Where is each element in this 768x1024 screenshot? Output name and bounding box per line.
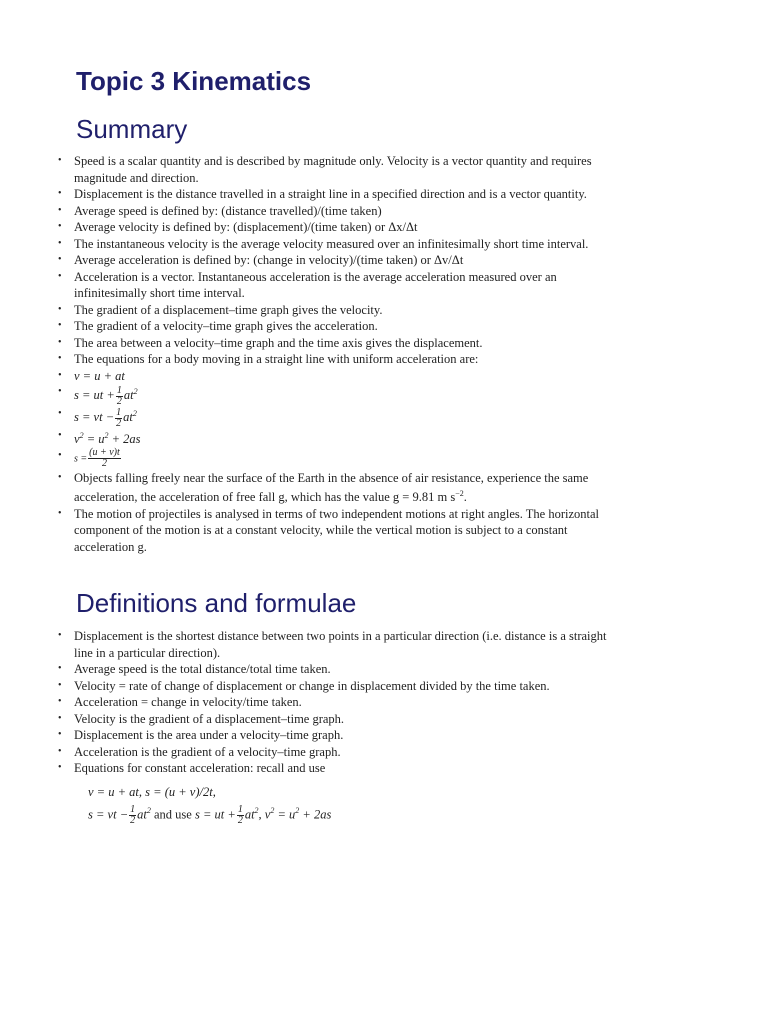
summary-list bbox=[58, 153, 698, 555]
equation-line: s = vt − $\frac{1}{2}$ $at^2$ and use s = ut + $\frac{1}{2}$ $at^2$, $v^2 = u^2 + 2as$ bbox=[88, 804, 332, 826]
list-item: • The instantaneous velocity is the average velocity measured over an infinitesimally short time interval. bbox=[58, 236, 589, 251]
fraction: $\frac{1}{2}$ bbox=[237, 804, 243, 826]
equation-item: • s = ut + $\frac{1}{2}$ $at^2$ bbox=[58, 384, 138, 407]
fraction: $\frac{1}{2}$ bbox=[116, 406, 122, 429]
list-item: • Average velocity is defined by: (displacement)/(time taken) or Δx/Δt bbox=[58, 220, 418, 234]
list-item: • Acceleration = change in velocity/time taken. bbox=[58, 695, 302, 709]
list-item-continuation: magnitude and direction. bbox=[74, 170, 199, 185]
list-item: • The motion of projectiles is analysed in terms of two independent motions at right angles. The horizontal bbox=[58, 506, 599, 521]
list-item: • Displacement is the area under a velocity–time graph. bbox=[58, 728, 344, 742]
list-item: • Acceleration is the gradient of a velocity–time graph. bbox=[58, 744, 341, 759]
list-item: • Average speed is the total distance/total time taken. bbox=[58, 662, 331, 676]
list-item: • Average speed is defined by: (distance travelled)/(time taken) bbox=[58, 203, 382, 218]
list-item: • Displacement is the shortest distance between two points in a particular direction (i.e. distance is a straight bbox=[58, 629, 607, 643]
summary-heading: Summary bbox=[76, 114, 188, 144]
list-item: • The gradient of a displacement–time graph gives the velocity. bbox=[58, 302, 383, 317]
fraction: $\frac{(u + v)t}{2}$ bbox=[89, 446, 120, 469]
list-item-continuation: infinitesimally short time interval. bbox=[74, 286, 245, 300]
list-item: • Speed is a scalar quantity and is described by magnitude only. Velocity is a vector quantity and requires bbox=[58, 154, 592, 168]
list-item-continuation: component of the motion is at a constant velocity, while the vertical motion is subject to a constant bbox=[74, 523, 568, 538]
list-item: • Acceleration is a vector. Instantaneous acceleration is the average acceleration measured over an bbox=[58, 269, 557, 284]
list-item: • Equations for constant acceleration: recall and use bbox=[58, 761, 326, 775]
list-item-continuation: acceleration g. bbox=[74, 539, 147, 554]
list-item: • The gradient of a velocity–time graph gives the acceleration. bbox=[58, 319, 378, 333]
definitions-list bbox=[58, 628, 698, 777]
fraction: $\frac{1}{2}$ bbox=[130, 804, 136, 826]
list-item: • Objects falling freely near the surface of the Earth in the absence of air resistance, experience the same bbox=[58, 470, 589, 485]
list-item: • Velocity is the gradient of a displacement–time graph. bbox=[58, 711, 345, 726]
list-item: • Velocity = rate of change of displacement or change in displacement divided by the time taken. bbox=[58, 678, 550, 693]
list-item-continuation: acceleration, the acceleration of free fall g, which has the value g = 9.81 m $s^{-2}$. bbox=[74, 489, 467, 505]
page-title: Topic 3 Kinematics bbox=[76, 66, 312, 96]
fraction: $\frac{1}{2}$ bbox=[116, 384, 122, 407]
equation-item: • $v^2 = u^2 + 2as$ bbox=[58, 430, 141, 447]
equation-item: • v = u + at bbox=[58, 368, 125, 383]
list-item: • Average acceleration is defined by: (change in velocity)/(time taken) or Δv/Δt bbox=[58, 253, 464, 267]
equation-item: • s = $\frac{(u + v)t}{2}$ bbox=[58, 446, 120, 469]
list-item-continuation: line in a particular direction). bbox=[74, 645, 221, 660]
definitions-heading: Definitions and formulae bbox=[76, 588, 357, 618]
equation-line: v = u + at, s = (u + v)/2t, bbox=[88, 785, 216, 799]
list-item: • The equations for a body moving in a straight line with uniform acceleration are: bbox=[58, 352, 479, 366]
list-item: • Displacement is the distance travelled in a straight line in a specified direction and is a vector quantity. bbox=[58, 187, 587, 201]
equation-item: • s = vt − $\frac{1}{2}$ $at^2$ bbox=[58, 406, 137, 429]
list-item: • The area between a velocity–time graph and the time axis gives the displacement. bbox=[58, 335, 483, 350]
